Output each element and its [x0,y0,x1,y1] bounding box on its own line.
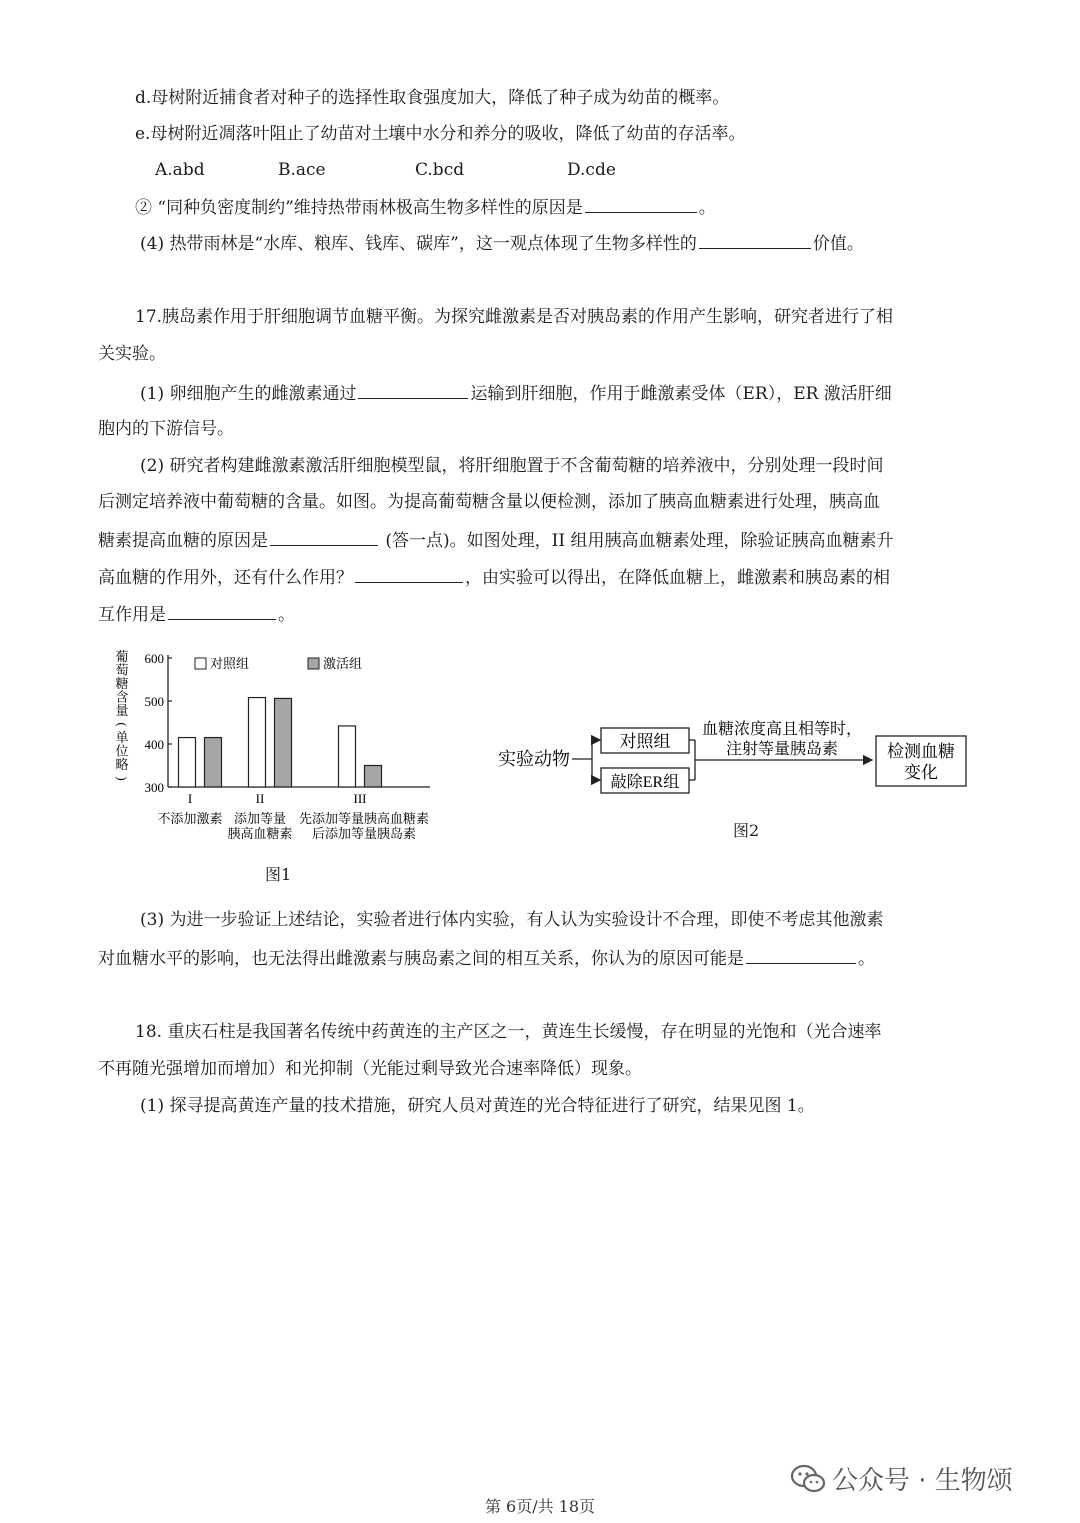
q17-intro-1: 17.胰岛素作用于肝细胞调节血糖平衡。为探究雌激素是否对胰岛素的作用产生影响，研究者进行了相 [135,307,894,327]
category-label: II [255,791,265,806]
q16-part4 [140,230,864,256]
bar-activated [275,698,292,787]
arrow-label-2: 注射等量胰岛素 [725,741,839,758]
choice-c: C.bcd [415,160,465,180]
experiment-flow-diagram [490,710,980,800]
bar-activated [365,766,382,788]
figure1-caption: 图1 [265,865,292,884]
category-description: 添加等量 [233,811,287,826]
category-label: I [187,791,193,806]
y-axis-label-char: ( [115,722,130,727]
legend-label: 激活组 [323,656,363,671]
chart-labels [115,649,429,841]
q17-part2-line1: (2) 研究者构建雌激素激活肝细胞模型鼠，将肝细胞置于不含葡萄糖的培养液中，分别处理一段时间 [140,456,884,476]
y-axis-label-char: 略 [115,757,129,772]
q17-part2-line3-a: 糖素提高血糖的原因是 [98,531,268,551]
y-axis-label-char: 萄 [115,662,129,678]
category-description: 后添加等量胰岛素 [311,826,417,841]
answer-blank[interactable] [746,945,856,964]
bar-activated [205,738,222,787]
q17-part1-text: (1) 卵细胞产生的雌激素通过 [140,384,357,404]
answer-blank[interactable] [355,564,463,583]
q17-part2-line4 [98,564,890,590]
answer-blank[interactable] [585,194,697,213]
legend-label: 对照组 [210,656,250,671]
knockout-group-label: 敲除ER组 [610,774,680,791]
legend-swatch [195,658,206,669]
option-d-text: d.母树附近捕食者对种子的选择性取食强度加大，降低了种子成为幼苗的概率。 [135,88,730,108]
chart-bars [179,698,382,787]
page-number: 第 6页/共 18页 [484,1497,596,1516]
q17-part2-line5-b: 。 [278,605,295,625]
bar-control [249,698,266,787]
option-e-text: e.母树附近凋落叶阻止了幼苗对土壤中水分和养分的吸收，降低了幼苗的存活率。 [135,124,746,144]
y-axis-label-char: 单 [115,730,129,745]
q17-part2-line3-b: (答一点)。如图处理，II 组用胰高血糖素处理，除验证胰高血糖素升 [385,531,894,551]
choice-d: D.cde [567,160,616,180]
y-tick-label: 500 [144,694,164,709]
q16-part4-end: 价值。 [812,234,864,254]
q17-part3-line2-b: 。 [858,949,875,969]
choice-b: B.ace [278,160,326,180]
bar-control [179,738,196,787]
q17-intro-2: 关实验。 [98,344,166,364]
y-axis-label-char: 量 [115,703,129,718]
category-description: 不添加激素 [157,811,223,826]
bar-control [339,726,356,787]
q17-part1 [140,380,892,406]
q17-part1-line2: 胞内的下游信号。 [98,419,234,439]
q17-part2-line5-a: 互作用是 [98,605,166,625]
choice-a: A.abd [155,160,205,180]
answer-blank[interactable] [699,230,811,249]
q17-part3-line2-a: 对血糖水平的影响，也无法得出雌激素与胰岛素之间的相互关系，你认为的原因可能是 [98,949,744,969]
y-tick-label: 400 [144,737,164,752]
q17-part3-line2 [98,945,875,971]
q18-line3: (1) 探寻提高黄连产量的技术措施，研究人员对黄连的光合特征进行了研究，结果见图 1。 [140,1096,815,1116]
q16-sub2-text: ② “同种负密度制约”维持热带雨林极高生物多样性的原因是 [135,198,583,218]
q17-part3-line1: (3) 为进一步验证上述结论，实验者进行体内实验，有人认为实验设计不合理，即使不考虑其他激素 [140,910,884,930]
answer-blank[interactable] [358,380,468,399]
legend-swatch [308,658,319,669]
figure2-caption: 图2 [733,821,760,840]
answer-blank[interactable] [168,601,276,620]
q17-part2-line4-a: 高血糖的作用外，还有什么作用？ [98,568,353,588]
glucose-bar-chart [110,645,480,885]
y-axis-label-char: 糖 [115,676,129,691]
q17-part2-line2: 后测定培养液中葡萄糖的含量。如图。为提高葡萄糖含量以便检测，添加了胰高血糖素进行处理，胰高血 [98,492,880,512]
q18-line2: 不再随光强增加而增加）和光抑制（光能过剩导致光合速率降低）现象。 [98,1059,642,1079]
arrow-label-1: 血糖浓度高且相等时， [701,721,863,738]
control-group-label: 对照组 [619,732,671,751]
watermark-text: 公众号 · 生物颂 [832,1466,1013,1496]
detect-label-2: 变化 [904,763,938,782]
watermark [790,1460,1013,1497]
category-description: 胰高血糖素 [227,826,293,841]
y-tick-label: 600 [144,651,164,666]
q17-part2-line3 [98,527,894,553]
y-axis-label-char: 葡 [115,649,129,664]
q16-part4-text: (4) 热带雨林是“水库、粮库、钱库、碳库”，这一观点体现了生物多样性的 [140,234,697,254]
y-axis-label-char: ) [115,776,130,781]
category-description: 先添加等量胰高血糖素 [298,811,430,826]
detect-label-1: 检测血糖 [887,742,955,761]
category-label: III [353,791,367,806]
q16-sub2-end: 。 [698,198,716,218]
y-axis-label-char: 位 [115,743,129,759]
answer-blank[interactable] [270,527,378,546]
q16-sub2 [135,194,716,220]
q17-part2-line4-b: ，由实验可以得出，在降低血糖上，雌激素和胰岛素的相 [465,568,890,588]
y-tick-label: 300 [144,780,164,795]
flow-start-label: 实验动物 [498,749,570,769]
wechat-icon [790,1464,826,1494]
q18-line1: 18. 重庆石柱是我国著名传统中药黄连的主产区之一，黄连生长缓慢，存在明显的光饱和（光合速率 [135,1022,882,1042]
y-axis-label-char: 含 [115,689,129,705]
q17-part2-line5 [98,601,295,627]
q17-part1-text-2: 运输到肝细胞，作用于雌激素受体（ER），ER 激活肝细 [470,384,892,404]
